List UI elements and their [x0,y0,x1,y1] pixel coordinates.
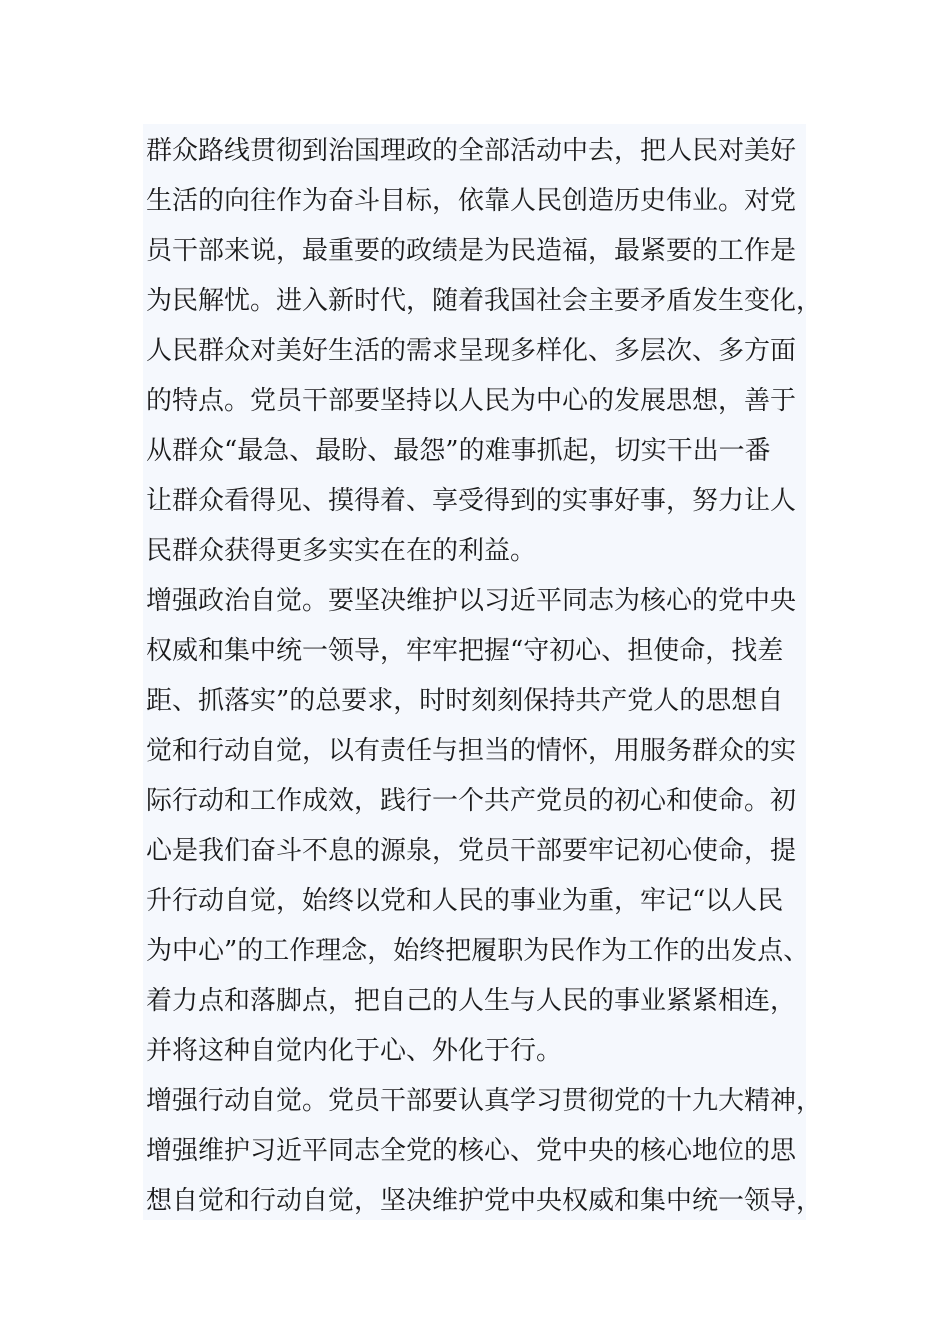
text-line: 觉和行动自觉，以有责任与担当的情怀，用服务群众的实 [146,736,797,766]
text-line: 想自觉和行动自觉，坚决维护党中央权威和集中统一领导， [146,1186,823,1216]
text-line: 际行动和工作成效，践行一个共产党员的初心和使命。初 [146,786,797,816]
text-line: 生活的向往作为奋斗目标，依靠人民创造历史伟业。对党 [146,186,797,216]
text-line: 心是我们奋斗不息的源泉，党员干部要牢记初心使命，提 [146,836,797,866]
text-line: 增强行动自觉。党员干部要认真学习贯彻党的十九大精神， [146,1086,823,1116]
text-line: 让群众看得见、摸得着、享受得到的实事好事，努力让人 [146,486,797,516]
text-line: 增强政治自觉。要坚决维护以习近平同志为核心的党中央 [146,586,797,616]
text-line: 从群众“最急、最盼、最怨”的难事抓起，切实干出一番 [146,436,771,466]
document-body [143,124,823,1220]
text-line: 人民群众对美好生活的需求呈现多样化、多层次、多方面 [146,336,797,366]
text-line: 升行动自觉，始终以党和人民的事业为重，牢记“以人民 [146,886,784,916]
text-line: 着力点和落脚点，把自己的人生与人民的事业紧紧相连， [146,986,797,1016]
text-line: 并将这种自觉内化于心、外化于行。 [146,1036,563,1066]
text-line: 民群众获得更多实实在在的利益。 [146,536,537,566]
text-line: 为民解忧。进入新时代，随着我国社会主要矛盾发生变化， [146,286,823,316]
text-line: 距、抓落实”的总要求，时时刻刻保持共产党人的思想自 [146,686,784,716]
text-line: 员干部来说，最重要的政绩是为民造福，最紧要的工作是 [146,236,797,266]
text-line: 权威和集中统一领导，牢牢把握“守初心、担使命，找差 [146,636,784,666]
text-line: 的特点。党员干部要坚持以人民为中心的发展思想，善于 [146,386,797,416]
text-line: 群众路线贯彻到治国理政的全部活动中去，把人民对美好 [146,136,797,166]
text-line: 增强维护习近平同志全党的核心、党中央的核心地位的思 [146,1136,797,1166]
text-line: 为中心”的工作理念，始终把履职为民作为工作的出发点、 [146,936,810,966]
